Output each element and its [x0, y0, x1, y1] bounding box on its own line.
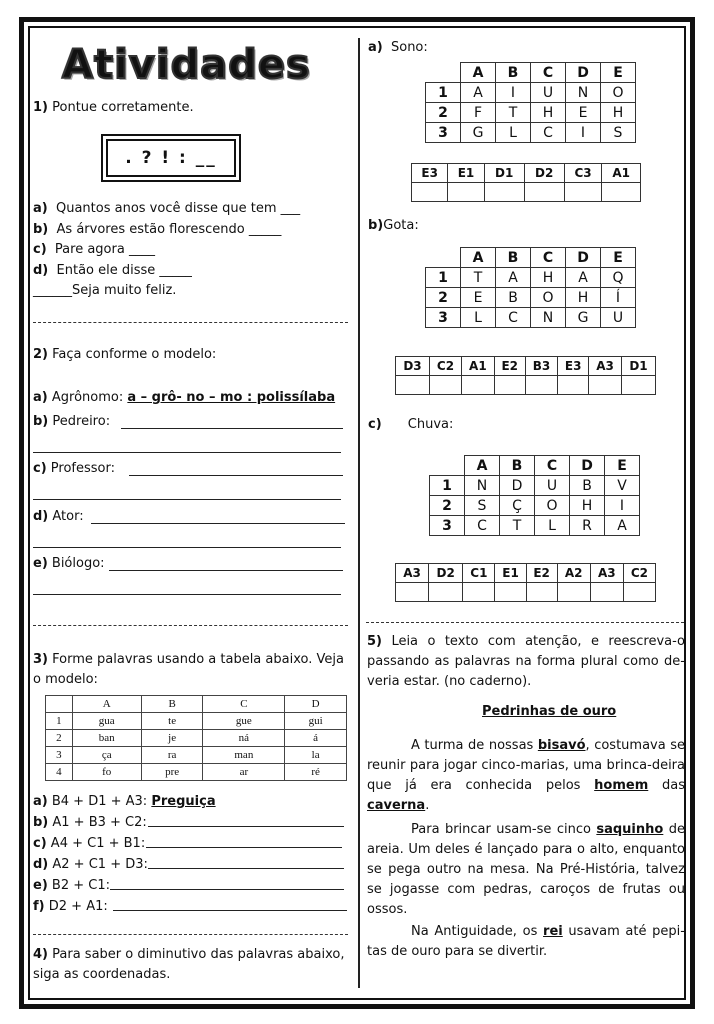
answer-cell[interactable] [623, 583, 655, 602]
code-row [412, 164, 641, 183]
puzzle-label [368, 417, 453, 432]
table-cell: ra [141, 747, 203, 764]
code-cell: E3 [412, 164, 448, 183]
grid-row-header: 2 [426, 103, 461, 123]
table-row [46, 713, 347, 730]
grid-row [426, 123, 636, 143]
q3-item [33, 896, 351, 917]
q5-heading [367, 632, 685, 692]
item-label: a) [33, 390, 48, 405]
grid-cell: E [566, 103, 601, 123]
answer-cell[interactable] [484, 183, 524, 202]
q1-item-text[interactable]: As árvores estão florescendo _____ [56, 221, 282, 237]
grid-cell: H [531, 268, 566, 288]
grid-row [426, 103, 636, 123]
q2-word: Pedreiro: [52, 414, 111, 429]
story-text: de areia. Um deles é lançado para o alto, enquanto se pega outro na mesa. Na Pré-História, talvez se jogasse com pedras, caroços de frutas ou ossos. [367, 822, 686, 917]
code-table [411, 163, 641, 202]
answer-line[interactable] [129, 475, 343, 476]
story-text: A turma de nossas [411, 738, 538, 753]
punctuation-marks: . ? ! : __ [106, 139, 236, 177]
answer-cell[interactable] [564, 183, 602, 202]
grid-corner [426, 63, 461, 83]
table-header: D [285, 696, 347, 713]
code-cell: A1 [602, 164, 641, 183]
grid-col-header: C [535, 456, 570, 476]
grid-cell: H [570, 496, 605, 516]
highlighted-word: homem [594, 778, 649, 793]
item-label: d) [33, 857, 49, 872]
answer-cell[interactable] [602, 183, 641, 202]
code-cell: D1 [484, 164, 524, 183]
answer-cell[interactable] [526, 583, 557, 602]
grid-row [430, 496, 640, 516]
grid-row-header: 3 [426, 123, 461, 143]
letter-grid [425, 247, 636, 328]
grid-row-header: 1 [430, 476, 465, 496]
item-label: f) [33, 899, 45, 914]
code-cell: A3 [589, 357, 622, 376]
q3-formula: A2 + C1 + D3: [52, 857, 148, 872]
punctuation-box [101, 134, 241, 182]
table-cell: ré [285, 764, 347, 781]
code-cell: C1 [463, 564, 495, 583]
q1-number: 1) [33, 100, 48, 115]
table-cell: pre [141, 764, 203, 781]
table-cell: 1 [46, 713, 73, 730]
q3-formula: B2 + C1: [51, 878, 110, 893]
table-cell: te [141, 713, 203, 730]
grid-cell: C [465, 516, 500, 536]
answer-line[interactable] [121, 428, 343, 429]
q2-model-word: Agrônomo: [51, 390, 124, 405]
table-cell: á [285, 730, 347, 747]
table-cell: gue [203, 713, 285, 730]
item-label: b) [33, 815, 49, 830]
section-divider [33, 322, 348, 323]
table-cell: man [203, 747, 285, 764]
code-cell: D2 [524, 164, 564, 183]
code-cell: D2 [429, 564, 463, 583]
q3-items [33, 791, 351, 917]
grid-cell: F [461, 103, 496, 123]
table-row [46, 764, 347, 781]
grid-cell: I [496, 83, 531, 103]
grid-col-header: B [496, 63, 531, 83]
q1-heading [33, 100, 194, 115]
q4-number: 4) [33, 947, 48, 962]
grid-cell: L [535, 516, 570, 536]
item-label: a) [33, 201, 48, 216]
grid-col-header: B [496, 248, 531, 268]
item-label: c) [33, 461, 47, 476]
answer-row [396, 376, 656, 395]
q2-item [33, 414, 343, 429]
grid-cell: E [461, 288, 496, 308]
q1-last-line[interactable]: ______Seja muito feliz. [33, 283, 177, 298]
grid-col-header: E [601, 63, 636, 83]
q2-item [33, 556, 343, 571]
grid-cell: C [496, 308, 531, 328]
q1-item [33, 240, 300, 261]
answer-cell[interactable] [589, 376, 622, 395]
story-paragraph [367, 736, 685, 816]
code-cell: D3 [396, 357, 430, 376]
q3-model-answer: Preguiça [151, 794, 216, 809]
table-cell: fo [72, 764, 141, 781]
answer-line[interactable] [33, 452, 341, 453]
table-header [46, 696, 73, 713]
code-cell: C3 [564, 164, 602, 183]
grid-col-header: E [605, 456, 640, 476]
q3-item [33, 854, 351, 875]
answer-cell[interactable] [621, 376, 655, 395]
answer-line[interactable] [148, 826, 344, 827]
q3-heading-text: Forme palavras usando a tabela abaixo. Veja o modelo: [33, 652, 344, 687]
answer-line[interactable] [146, 847, 342, 848]
answer-cell[interactable] [558, 376, 589, 395]
grid-cell: A [461, 83, 496, 103]
code-cell: E1 [448, 164, 484, 183]
answer-line[interactable] [148, 868, 344, 869]
code-cell: E2 [526, 564, 557, 583]
q4-heading-text: Para saber o diminutivo das palavras abaixo, siga as coordenadas. [33, 947, 345, 982]
grid-cell: V [605, 476, 640, 496]
answer-cell[interactable] [412, 183, 448, 202]
grid-corner [430, 456, 465, 476]
grid-cell: D [500, 476, 535, 496]
item-label: d) [33, 509, 49, 524]
puzzle-word: Chuva: [407, 417, 454, 432]
grid-col-header: B [500, 456, 535, 476]
grid-cell: G [566, 308, 601, 328]
grid-cell: H [566, 288, 601, 308]
answer-cell[interactable] [429, 583, 463, 602]
grid-row-header: 1 [426, 83, 461, 103]
section-divider [366, 622, 684, 623]
grid-col-header: C [531, 63, 566, 83]
story-title [482, 704, 616, 719]
answer-line[interactable] [33, 499, 341, 500]
grid-cell: O [601, 83, 636, 103]
grid-cell: T [500, 516, 535, 536]
q1-items [33, 199, 300, 302]
q1-heading-text: Pontue corretamente. [52, 100, 194, 115]
code-cell: E1 [495, 564, 526, 583]
item-label: b) [33, 221, 49, 237]
grid-cell: C [531, 123, 566, 143]
q3-number: 3) [33, 652, 48, 667]
q1-item-text[interactable]: Então ele disse _____ [56, 262, 192, 278]
grid-row [426, 288, 636, 308]
grid-cell: O [535, 496, 570, 516]
grid-cell: N [531, 308, 566, 328]
item-label: a) [33, 794, 48, 809]
grid-cell: U [535, 476, 570, 496]
q1-item [33, 220, 300, 241]
grid-row-header: 3 [426, 308, 461, 328]
highlighted-word: bisavó [537, 738, 586, 753]
answer-cell[interactable] [396, 583, 429, 602]
answer-cell[interactable] [463, 583, 495, 602]
code-cell: A2 [557, 564, 590, 583]
item-label: c) [368, 417, 382, 432]
grid-cell: Í [601, 288, 636, 308]
answer-line[interactable] [91, 523, 345, 524]
q1-item-text[interactable]: Pare agora ____ [54, 242, 155, 257]
code-cell: C2 [430, 357, 462, 376]
grid-cell: I [605, 496, 640, 516]
item-label: d) [33, 262, 49, 278]
grid-cell: S [465, 496, 500, 516]
grid-row [430, 516, 640, 536]
table-cell: gua [72, 713, 141, 730]
story-text: Na Antiguidade, os [411, 924, 544, 939]
table-cell: 3 [46, 747, 73, 764]
grid-cell: U [531, 83, 566, 103]
story-text: , costumava se reunir para jogar cinco-marias, uma brinca-deira que já era conhecida pelos [367, 738, 686, 793]
section-divider [33, 934, 348, 935]
table-header: B [141, 696, 203, 713]
answer-line[interactable] [33, 594, 341, 595]
q3-formula: B4 + D1 + A3: [51, 794, 148, 809]
story-text: Para brincar usam-se cinco [411, 822, 597, 837]
q2-number: 2) [33, 347, 48, 362]
grid-cell: B [496, 288, 531, 308]
answer-cell[interactable] [557, 583, 590, 602]
item-label: e) [33, 878, 48, 893]
answer-cell[interactable] [495, 583, 526, 602]
q2-word: Biólogo: [51, 556, 105, 571]
q3-item [33, 812, 351, 833]
item-label: a) [368, 40, 383, 55]
grid-cell: Q [601, 268, 636, 288]
q1-item [33, 261, 300, 282]
q3-model [33, 791, 351, 812]
puzzle-word: Sono: [390, 40, 428, 55]
q3-item [33, 833, 351, 854]
grid-cell: I [566, 123, 601, 143]
code-cell: A3 [396, 564, 429, 583]
table-cell: 2 [46, 730, 73, 747]
story-text: usavam até pepi-tas de ouro para se divertir. [367, 924, 685, 959]
grid-row [426, 308, 636, 328]
answer-cell[interactable] [525, 376, 558, 395]
grid-row [426, 268, 636, 288]
grid-cell: R [570, 516, 605, 536]
answer-line[interactable] [33, 547, 341, 548]
puzzle-label [368, 218, 419, 233]
q2-heading [33, 347, 216, 362]
grid-row-header: 2 [426, 288, 461, 308]
grid-col-header: C [531, 248, 566, 268]
q3-heading [33, 650, 351, 690]
grid-col-header: A [461, 248, 496, 268]
answer-cell[interactable] [448, 183, 484, 202]
table-cell: ná [203, 730, 285, 747]
q2-model-answer: a – grô- no – mo : polissílaba [127, 390, 336, 405]
q2-word: Professor: [50, 461, 115, 476]
grid-row [426, 83, 636, 103]
column-divider [358, 38, 360, 988]
q1-item-text[interactable]: Quantos anos você disse que tem ___ [55, 201, 301, 216]
table-header-row [46, 696, 347, 713]
grid-cell: U [601, 308, 636, 328]
q3-formula: A1 + B3 + C2: [52, 815, 147, 830]
table-header: C [203, 696, 285, 713]
grid-row-header: 1 [426, 268, 461, 288]
grid-cell: B [570, 476, 605, 496]
grid-cell: A [605, 516, 640, 536]
q5-heading-text: Leia o texto com atenção, e reescreva-o passando as palavras na forma plural como de-veria estar. (no caderno). [367, 634, 685, 689]
grid-cell: T [496, 103, 531, 123]
highlighted-word: caverna [367, 798, 426, 813]
item-label: c) [33, 836, 47, 851]
q3-item [33, 875, 351, 896]
q2-item [33, 509, 343, 524]
q2-item [33, 461, 343, 476]
q3-formula: A4 + C1 + B1: [50, 836, 146, 851]
q5-number: 5) [367, 634, 382, 649]
table-row [46, 730, 347, 747]
code-row [396, 564, 656, 583]
answer-cell[interactable] [590, 583, 623, 602]
q2-model [33, 390, 351, 405]
grid-cell: N [465, 476, 500, 496]
q3-formula: D2 + A1: [48, 899, 108, 914]
syllable-table [45, 695, 347, 781]
story-paragraph [367, 820, 685, 920]
grid-cell: L [496, 123, 531, 143]
highlighted-word: rei [543, 924, 563, 939]
table-cell: je [141, 730, 203, 747]
code-cell: A1 [461, 357, 494, 376]
grid-cell: N [566, 83, 601, 103]
grid-col-header: D [566, 63, 601, 83]
grid-cell: O [531, 288, 566, 308]
puzzle-label [368, 40, 428, 55]
code-cell: D1 [621, 357, 655, 376]
q4-heading [33, 945, 351, 985]
grid-corner [426, 248, 461, 268]
q1-item [33, 199, 300, 220]
answer-cell[interactable] [494, 376, 525, 395]
item-label: c) [33, 242, 47, 257]
grid-col-header: A [461, 63, 496, 83]
answer-line[interactable] [113, 910, 347, 911]
code-cell: E3 [558, 357, 589, 376]
item-label: b) [368, 218, 384, 233]
item-label: e) [33, 556, 48, 571]
answer-row [396, 583, 656, 602]
story-paragraph [367, 922, 685, 962]
story-title-text: Pedrinhas de ouro [482, 704, 617, 719]
answer-row [412, 183, 641, 202]
code-cell: C2 [623, 564, 655, 583]
grid-cell: Ç [500, 496, 535, 516]
letter-grid [425, 62, 636, 143]
puzzle-word: Gota: [383, 218, 419, 233]
grid-col-header: A [465, 456, 500, 476]
story-text: das [648, 778, 686, 793]
code-cell: B3 [525, 357, 558, 376]
story-text: . [425, 798, 430, 813]
grid-cell: S [601, 123, 636, 143]
code-table [395, 356, 656, 395]
q2-heading-text: Faça conforme o modelo: [52, 347, 217, 362]
table-cell: ça [72, 747, 141, 764]
table-cell: ban [72, 730, 141, 747]
answer-cell[interactable] [430, 376, 462, 395]
table-cell: ar [203, 764, 285, 781]
answer-cell[interactable] [396, 376, 430, 395]
code-row [396, 357, 656, 376]
page-title: Atividades [62, 42, 311, 88]
table-header: A [72, 696, 141, 713]
grid-col-header: D [566, 248, 601, 268]
item-label: b) [33, 414, 49, 429]
grid-cell: L [461, 308, 496, 328]
code-cell: E2 [494, 357, 525, 376]
q2-word: Ator: [52, 509, 84, 524]
code-table [395, 563, 656, 602]
section-divider [33, 625, 348, 626]
grid-cell: H [601, 103, 636, 123]
grid-cell: A [496, 268, 531, 288]
highlighted-word: saquinho [596, 822, 664, 837]
table-row [46, 747, 347, 764]
grid-cell: A [566, 268, 601, 288]
grid-row-header: 3 [430, 516, 465, 536]
grid-cell: T [461, 268, 496, 288]
grid-col-header: D [570, 456, 605, 476]
grid-row-header: 2 [430, 496, 465, 516]
grid-cell: G [461, 123, 496, 143]
grid-cell: H [531, 103, 566, 123]
grid-col-header: E [601, 248, 636, 268]
code-cell: A3 [590, 564, 623, 583]
table-cell: 4 [46, 764, 73, 781]
table-cell: gui [285, 713, 347, 730]
answer-line[interactable] [109, 570, 343, 571]
answer-cell[interactable] [524, 183, 564, 202]
table-cell: la [285, 747, 347, 764]
grid-row [430, 476, 640, 496]
answer-cell[interactable] [461, 376, 494, 395]
letter-grid [429, 455, 640, 536]
answer-line[interactable] [110, 889, 344, 890]
